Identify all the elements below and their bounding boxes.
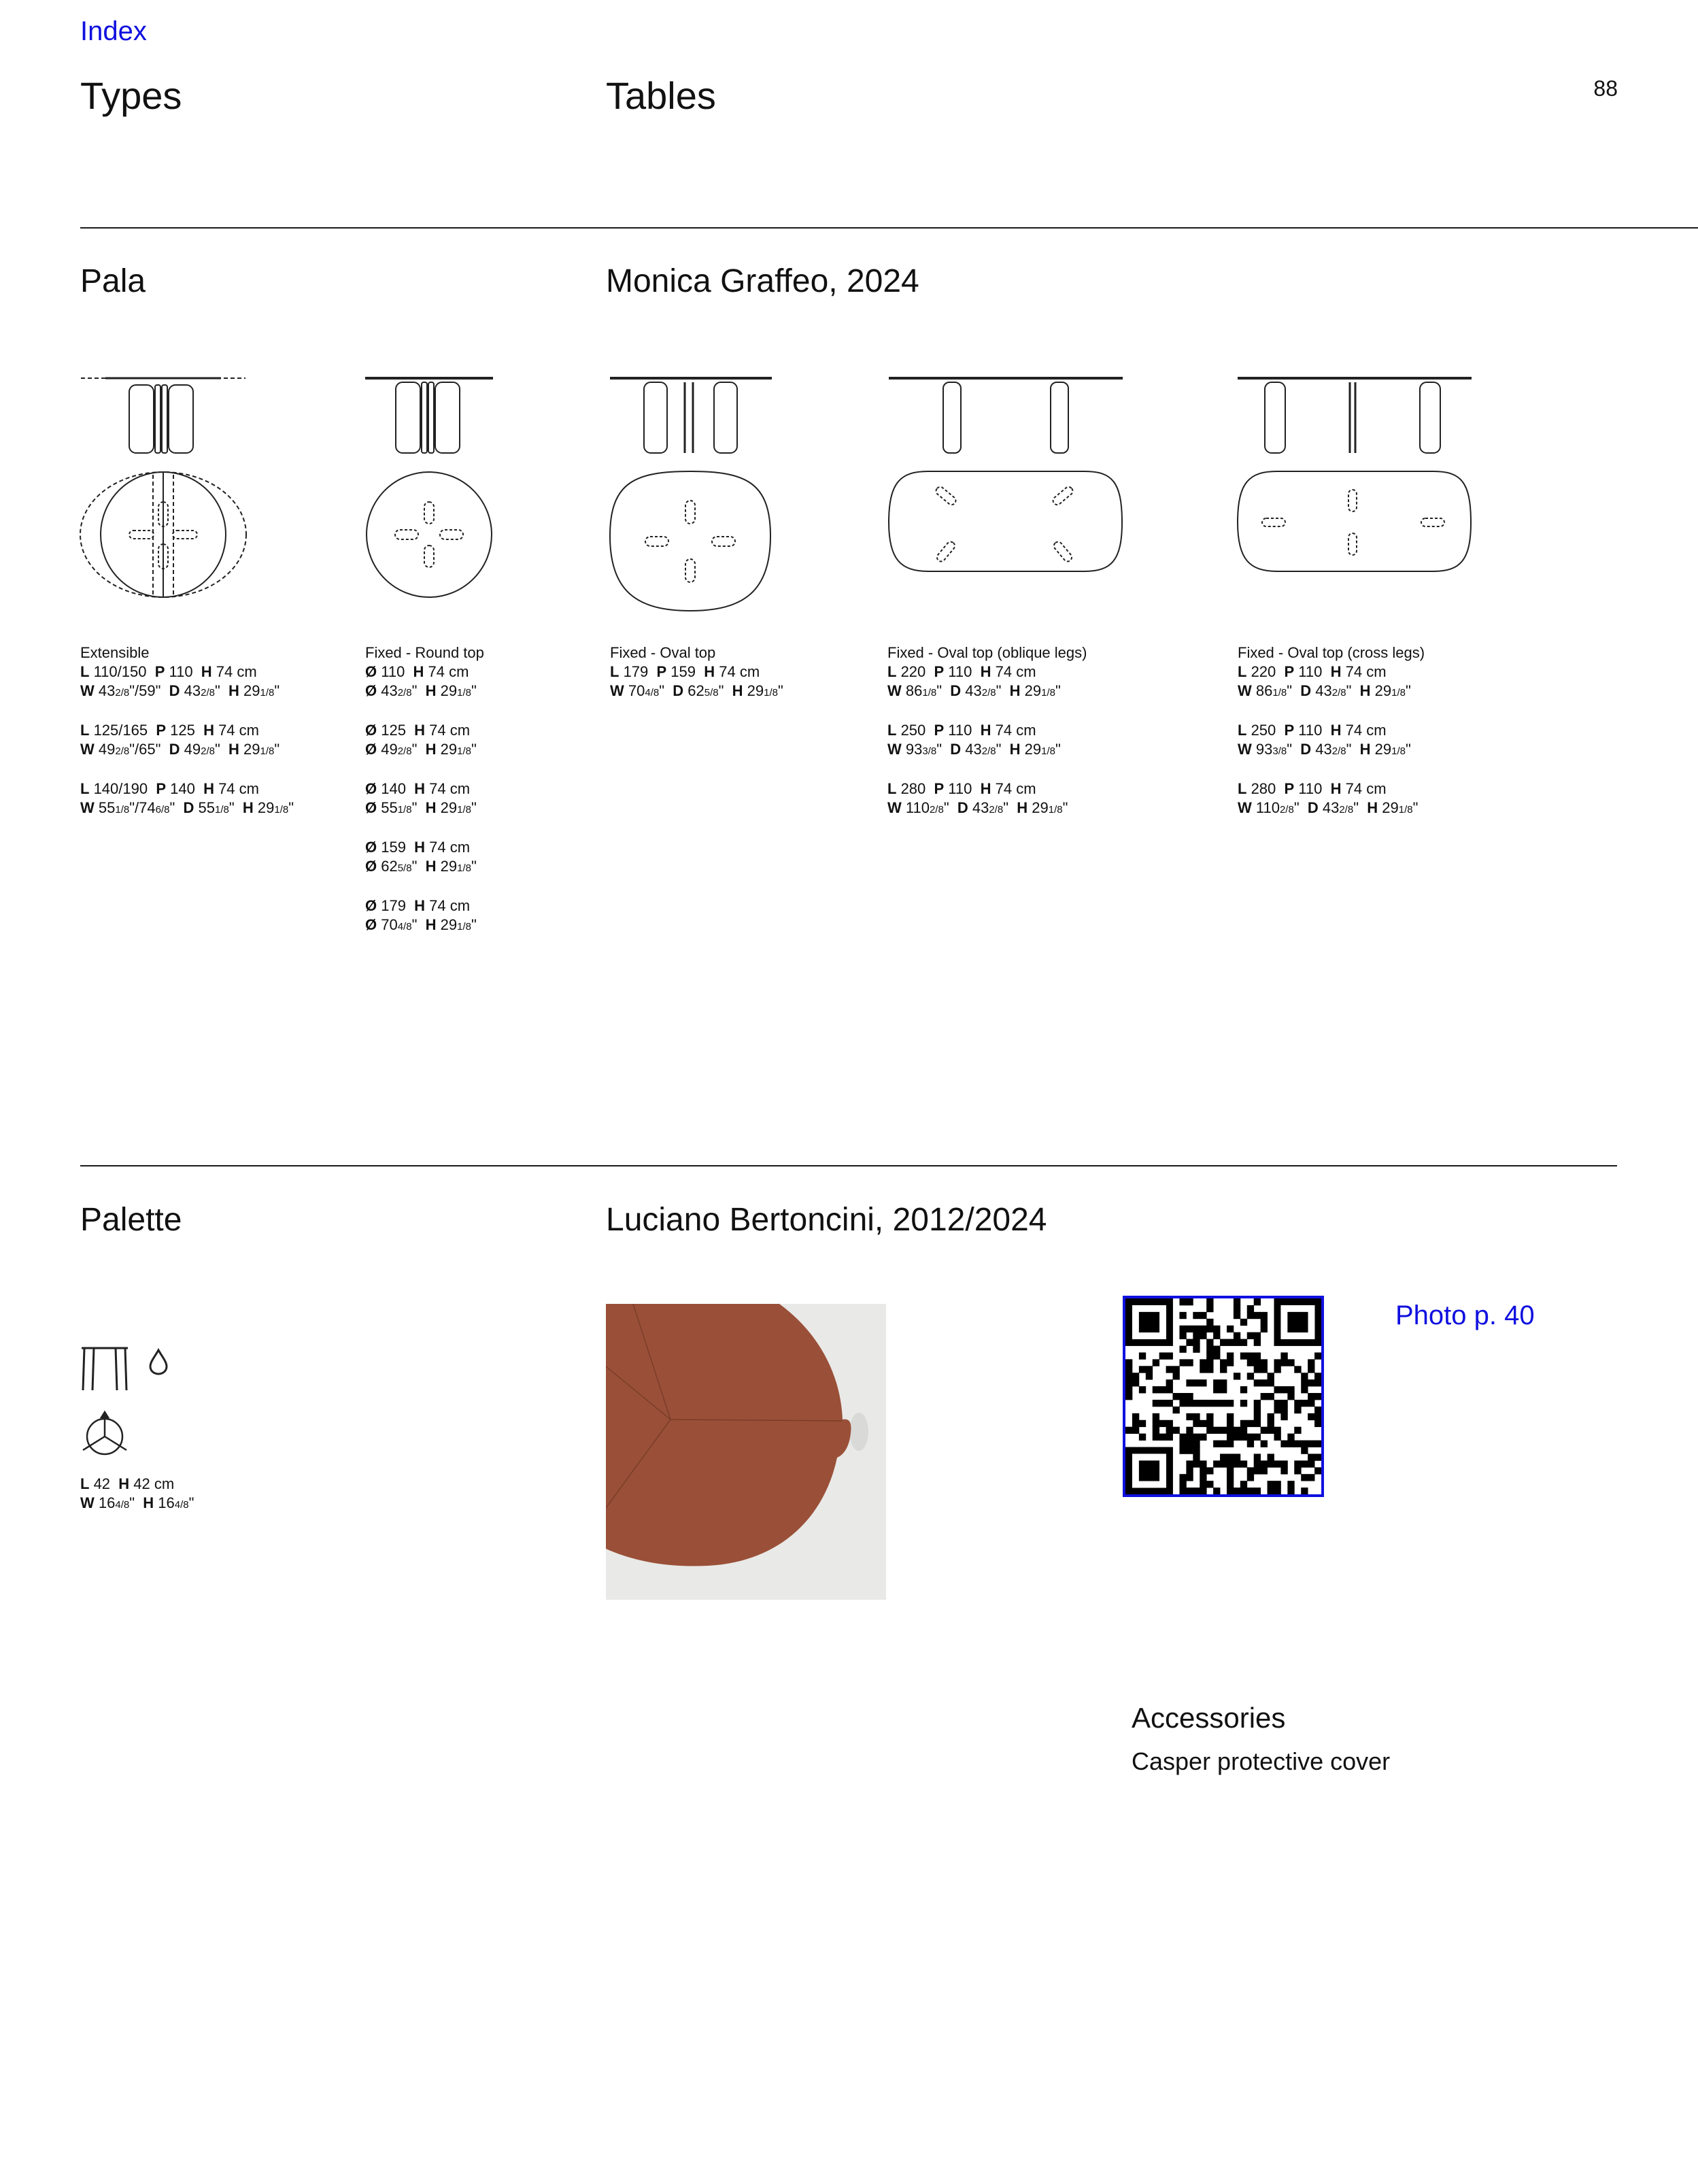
dimension-block: Ø 159 H 74 cm Ø 625/8" H 291/8"	[365, 839, 477, 875]
qr-code[interactable]	[1123, 1296, 1324, 1497]
category-title: Tables	[606, 74, 716, 117]
spec-extensible	[80, 643, 294, 820]
dimension-block: L 280 P 110 H 74 cm W 1102/8" D 432/8" H 291/8"	[887, 780, 1068, 816]
dimension-block: L 280 P 110 H 74 cm W 1102/8" D 432/8" H 291/8"	[1238, 780, 1419, 816]
accessory-item: Casper protective cover	[1132, 1747, 1391, 1775]
spec-oval-cross	[1238, 643, 1425, 820]
index-link[interactable]: Index	[80, 16, 147, 46]
spec-round-top	[365, 643, 484, 937]
dimension-block: Ø 125 H 74 cm Ø 492/8" H 291/8"	[365, 722, 477, 758]
drawing-oval-oblique	[887, 373, 1125, 577]
dimension-block: L 220 P 110 H 74 cm W 861/8" D 432/8" H 291/8"	[887, 663, 1061, 699]
dimension-block: Ø 179 H 74 cm Ø 704/8" H 291/8"	[365, 897, 477, 933]
stool-icon	[80, 1345, 129, 1393]
drawing-extensible	[78, 373, 248, 604]
page-number: 88	[1593, 76, 1618, 101]
water-drop-icon	[148, 1348, 169, 1375]
dimension-block: L 250 P 110 H 74 cm W 933/8" D 432/8" H 291/8"	[1238, 722, 1411, 758]
drawing-oval-cross	[1236, 373, 1474, 577]
variant-type: Extensible	[80, 644, 150, 661]
spec-palette: L 42 H 42 cm W 164/8" H 164/8"	[80, 1475, 194, 1511]
dimension-block: L 220 P 110 H 74 cm W 861/8" D 432/8" H 291/8"	[1238, 663, 1411, 699]
product-name-pala: Pala	[80, 263, 146, 299]
divider	[80, 1165, 1617, 1166]
divider	[80, 227, 1698, 229]
variant-type: Fixed - Oval top	[610, 644, 716, 661]
dimension-block: L 179 P 159 H 74 cm W 704/8" D 625/8" H 291/8"	[610, 663, 783, 699]
designer-pala: Monica Graffeo, 2024	[606, 263, 919, 299]
three-leg-base-icon	[80, 1409, 129, 1457]
variant-type: Fixed - Oval top (cross legs)	[1238, 644, 1425, 661]
dimension-block: Ø 110 H 74 cm Ø 432/8" H 291/8"	[365, 663, 477, 699]
designer-palette: Luciano Bertoncini, 2012/2024	[606, 1202, 1047, 1238]
accessories-title: Accessories	[1132, 1702, 1286, 1734]
variant-type: Fixed - Round top	[365, 644, 484, 661]
dimension-block: L 125/165 P 125 H 74 cm W 492/8"/65" D 492/8" H 291/8"	[80, 722, 280, 758]
photo-page-link[interactable]: Photo p. 40	[1395, 1300, 1535, 1330]
product-photo	[606, 1304, 886, 1600]
dimension-block: L 140/190 P 140 H 74 cm W 551/8"/746/8" D 551/8" H 291/8"	[80, 780, 294, 816]
dimension-block: L 250 P 110 H 74 cm W 933/8" D 432/8" H 291/8"	[887, 722, 1061, 758]
dimension-block: Ø 140 H 74 cm Ø 551/8" H 291/8"	[365, 780, 477, 816]
product-name-palette: Palette	[80, 1202, 182, 1238]
dimension-block: L 110/150 P 110 H 74 cm W 432/8"/59" D 432/8" H 291/8"	[80, 663, 280, 699]
spec-oval-oblique	[887, 643, 1087, 820]
section-title: Types	[80, 74, 182, 117]
variant-type: Fixed - Oval top (oblique legs)	[887, 644, 1087, 661]
drawing-round-top	[364, 373, 496, 597]
drawing-oval-top	[609, 373, 772, 618]
spec-oval-top	[610, 643, 783, 703]
